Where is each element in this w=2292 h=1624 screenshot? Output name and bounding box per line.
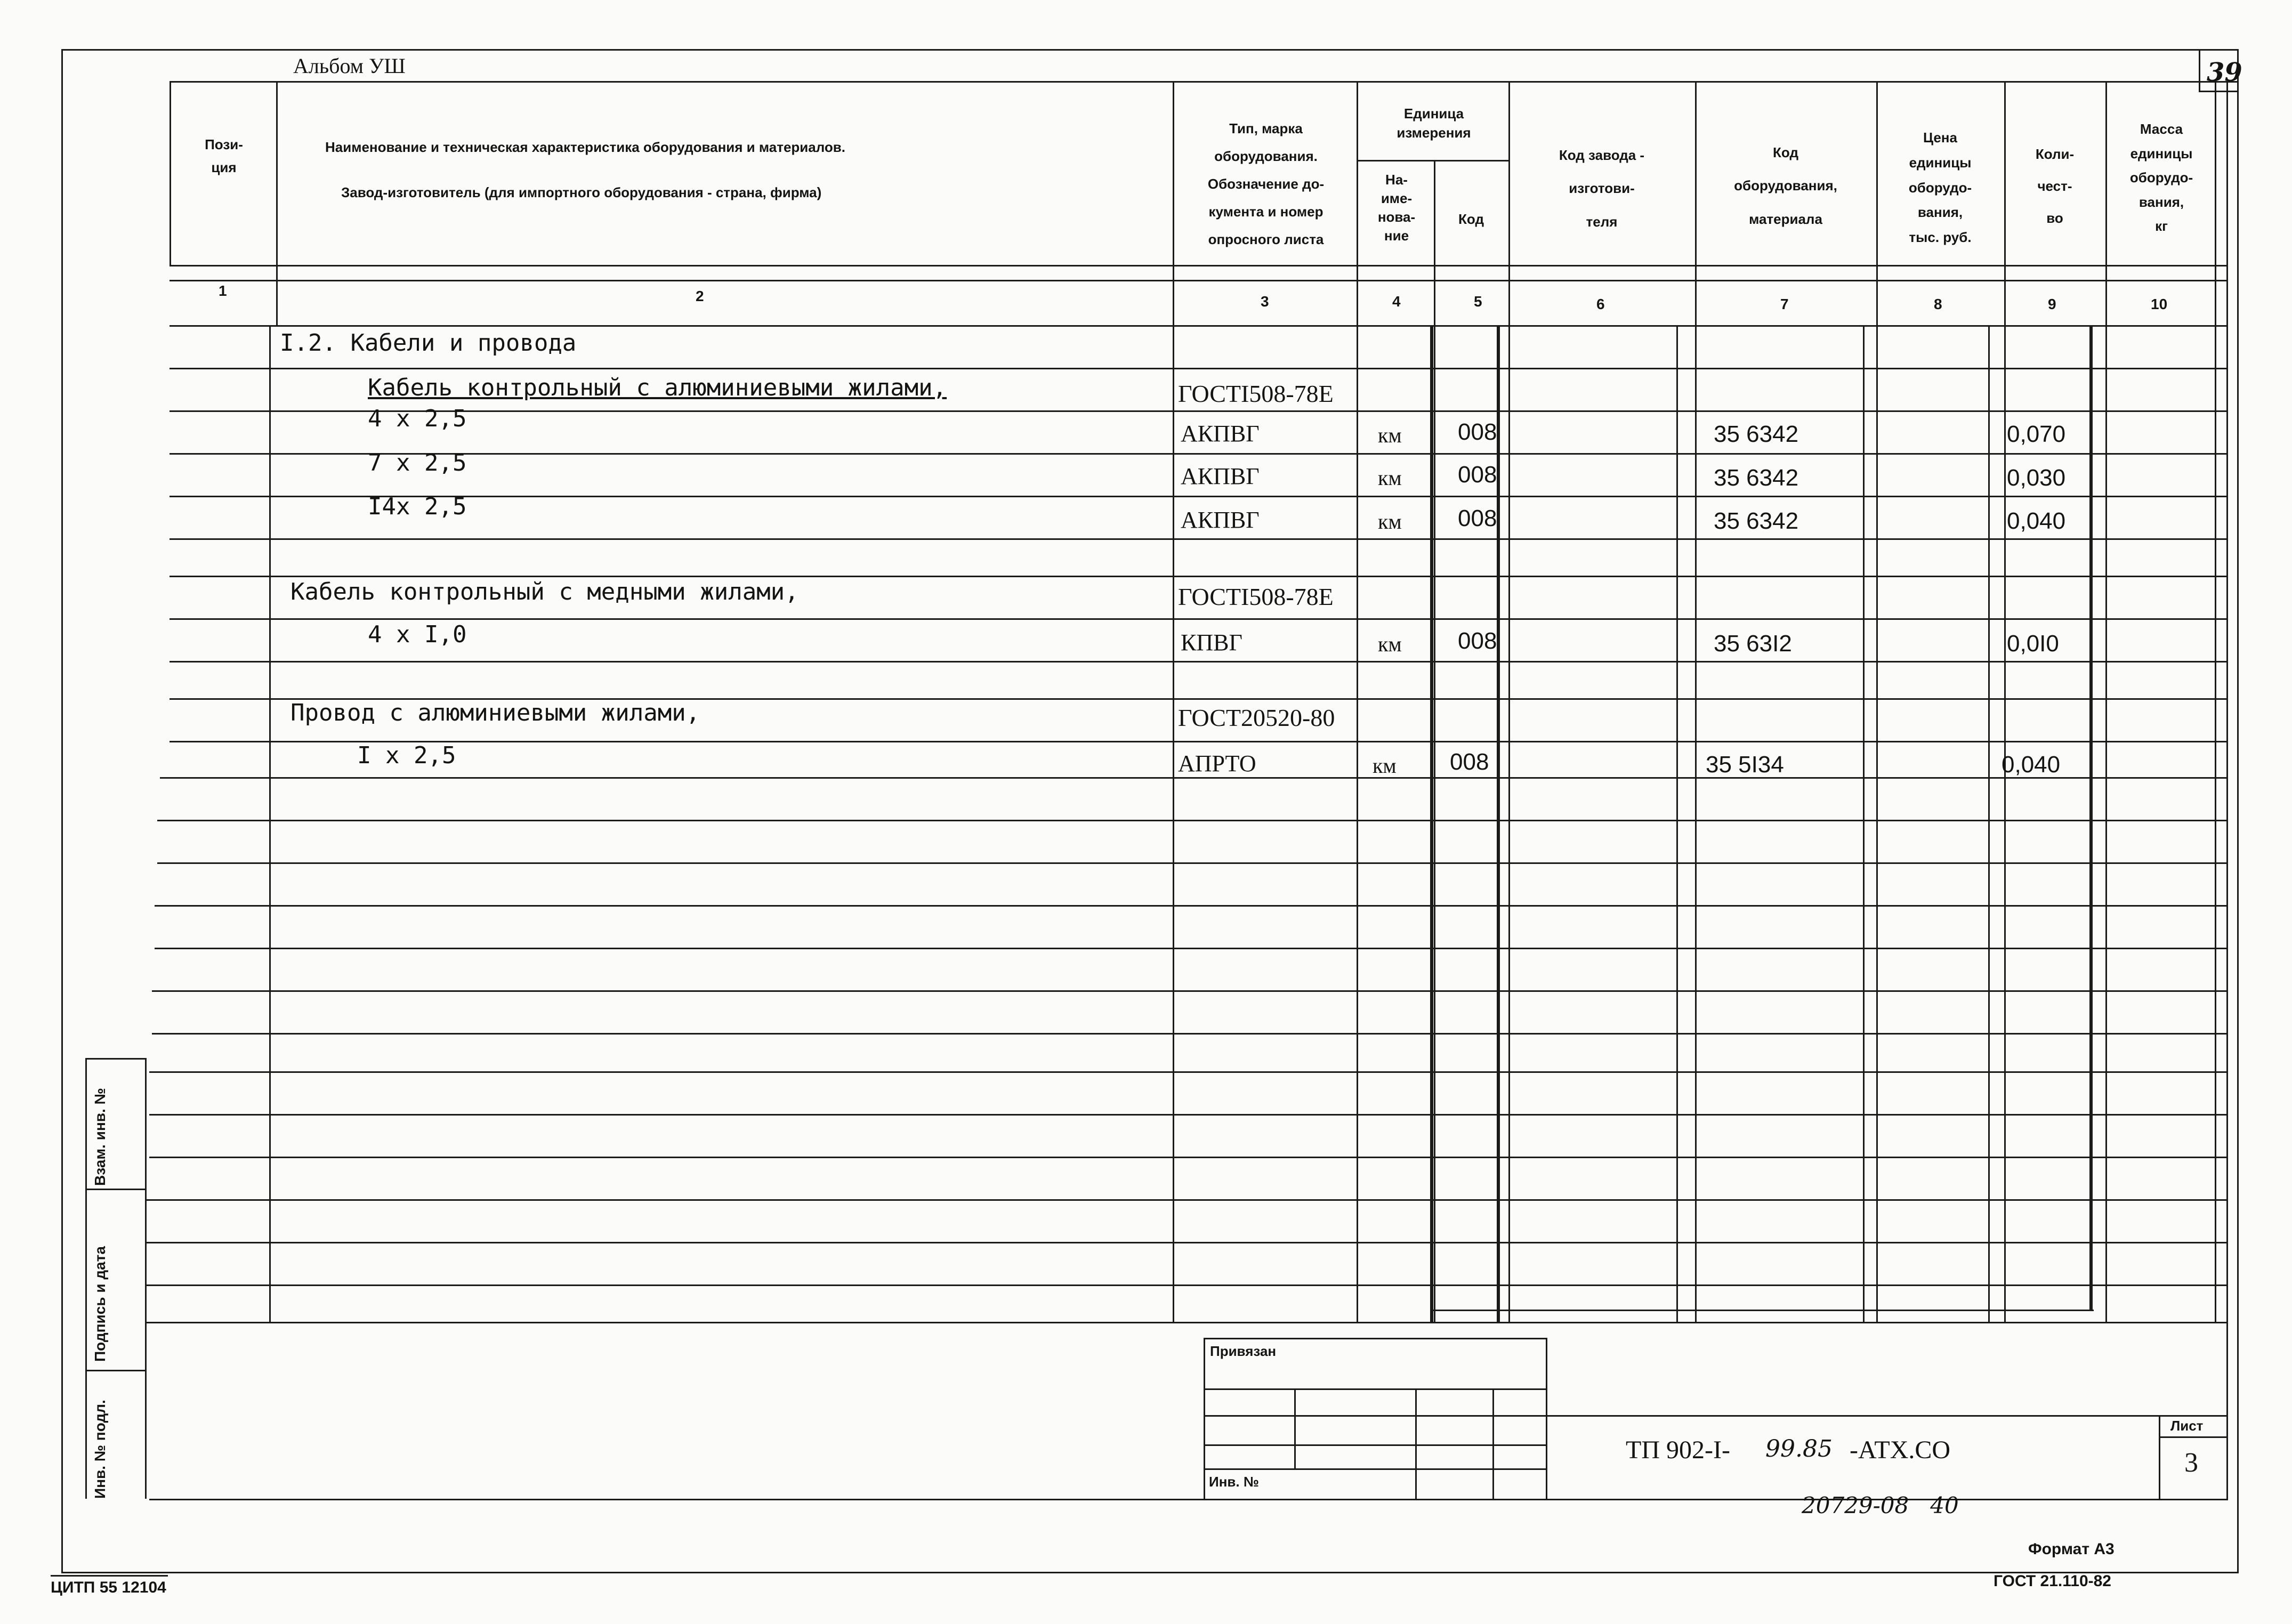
- designation-prefix: ТП 902-I-: [1626, 1436, 1730, 1464]
- col4-header: На- име- нова- ние: [1377, 172, 1416, 244]
- col6-header: Код завода - изготови- теля: [1559, 147, 1645, 230]
- row-name: 4 х 2,5: [368, 405, 467, 432]
- col-number-10: 10: [2151, 296, 2168, 312]
- row-type: АПРТО: [1178, 750, 1256, 777]
- list-label: Лист: [2170, 1418, 2204, 1434]
- col5-header: Код: [1458, 211, 1484, 227]
- col45-header: Единица измерения: [1397, 106, 1471, 141]
- row-code: 008: [1450, 749, 1489, 775]
- row-name: 7 х 2,5: [368, 449, 467, 476]
- row-material-code: 35 63I2: [1714, 631, 1792, 657]
- row-type: АКПВГ: [1181, 421, 1260, 447]
- format-label: Формат А3: [2028, 1540, 2115, 1558]
- gost-label: ГОСТ 21.110-82: [1994, 1572, 2111, 1590]
- col-number-4: 4: [1392, 293, 1401, 310]
- section-title: I.2. Кабели и провода: [280, 329, 577, 357]
- row-name: I4х 2,5: [368, 493, 467, 520]
- handwritten-number: 20729-08 40: [1802, 1492, 1959, 1518]
- col-number-9: 9: [2048, 296, 2056, 312]
- row-type: АКПВГ: [1181, 463, 1260, 489]
- col1-header: Пози- ция: [205, 136, 243, 175]
- side-vzam-label: Взам. инв. №: [92, 1088, 108, 1186]
- row-quantity: 0,070: [2007, 421, 2066, 447]
- designation-handwritten: 99.85: [1765, 1435, 1833, 1463]
- row-name: Кабель контрольный с алюминиевыми жилами,: [368, 374, 947, 401]
- col2-header-line2: Завод-изготовитель (для импортного оборудования - страна, фирма): [341, 184, 822, 200]
- col-number-2: 2: [696, 288, 704, 304]
- privyazan-label: Привязан: [1210, 1343, 1277, 1359]
- col8-header: Цена единицы оборудо- вания, тыс. руб.: [1908, 130, 1972, 246]
- row-code: 008: [1458, 505, 1497, 531]
- col7-header: Код оборудования, материала: [1734, 144, 1837, 227]
- inv-no-label: Инв. №: [1209, 1474, 1259, 1490]
- row-name: Провод с алюминиевыми жилами,: [290, 699, 700, 726]
- row-unit: км: [1378, 423, 1402, 447]
- designation-suffix: -АТХ.СО: [1850, 1436, 1951, 1464]
- col-number-8: 8: [1934, 296, 1942, 312]
- side-signature-label: Подпись и дата: [92, 1246, 108, 1362]
- row-doc: ГОСТ20520-80: [1178, 704, 1335, 731]
- row-unit: км: [1378, 632, 1402, 656]
- row-doc: ГОСТI508-78Е: [1178, 583, 1334, 610]
- col-number-1: 1: [219, 282, 227, 299]
- row-material-code: 35 6342: [1714, 465, 1799, 491]
- row-material-code: 35 6342: [1714, 508, 1799, 534]
- col2-header-line1: Наименование и техническая характеристика оборудования и материалов.: [325, 139, 846, 155]
- row-type: КПВГ: [1181, 629, 1242, 656]
- row-quantity: 0,040: [2007, 508, 2066, 534]
- side-inv-label: Инв. № подл.: [92, 1400, 108, 1499]
- col9-header: Коли- чест- во: [2035, 146, 2075, 226]
- row-doc: ГОСТI508-78Е: [1178, 380, 1334, 407]
- album-label: Альбом УШ: [293, 54, 406, 78]
- row-quantity: 0,0I0: [2007, 631, 2059, 657]
- row-material-code: 35 5I34: [1706, 752, 1784, 778]
- row-name: 4 х I,0: [368, 621, 467, 648]
- page-number: 39: [2207, 58, 2242, 87]
- row-unit: км: [1373, 754, 1397, 778]
- col-number-5: 5: [1474, 293, 1482, 310]
- row-quantity: 0,030: [2007, 465, 2066, 491]
- col3-header: Тип, марка оборудования. Обозначение до- кумента и номер опросного листа: [1207, 120, 1325, 247]
- row-material-code: 35 6342: [1714, 421, 1799, 447]
- col-number-6: 6: [1596, 296, 1605, 312]
- col10-header: Масса единицы оборудо- вания, кг: [2129, 121, 2193, 234]
- row-quantity: 0,040: [2002, 752, 2061, 778]
- cittp-label: ЦИТП 55 12104: [51, 1579, 166, 1596]
- list-value: 3: [2184, 1448, 2198, 1478]
- row-name: Кабель контрольный с медными жилами,: [290, 578, 799, 605]
- row-code: 008: [1458, 628, 1497, 654]
- row-code: 008: [1458, 462, 1497, 488]
- col-number-3: 3: [1261, 293, 1269, 310]
- row-type: АКПВГ: [1181, 507, 1260, 533]
- row-unit: км: [1378, 466, 1402, 490]
- row-unit: км: [1378, 510, 1402, 534]
- row-name: I х 2,5: [357, 742, 456, 769]
- col-number-7: 7: [1780, 296, 1789, 312]
- row-code: 008: [1458, 419, 1497, 445]
